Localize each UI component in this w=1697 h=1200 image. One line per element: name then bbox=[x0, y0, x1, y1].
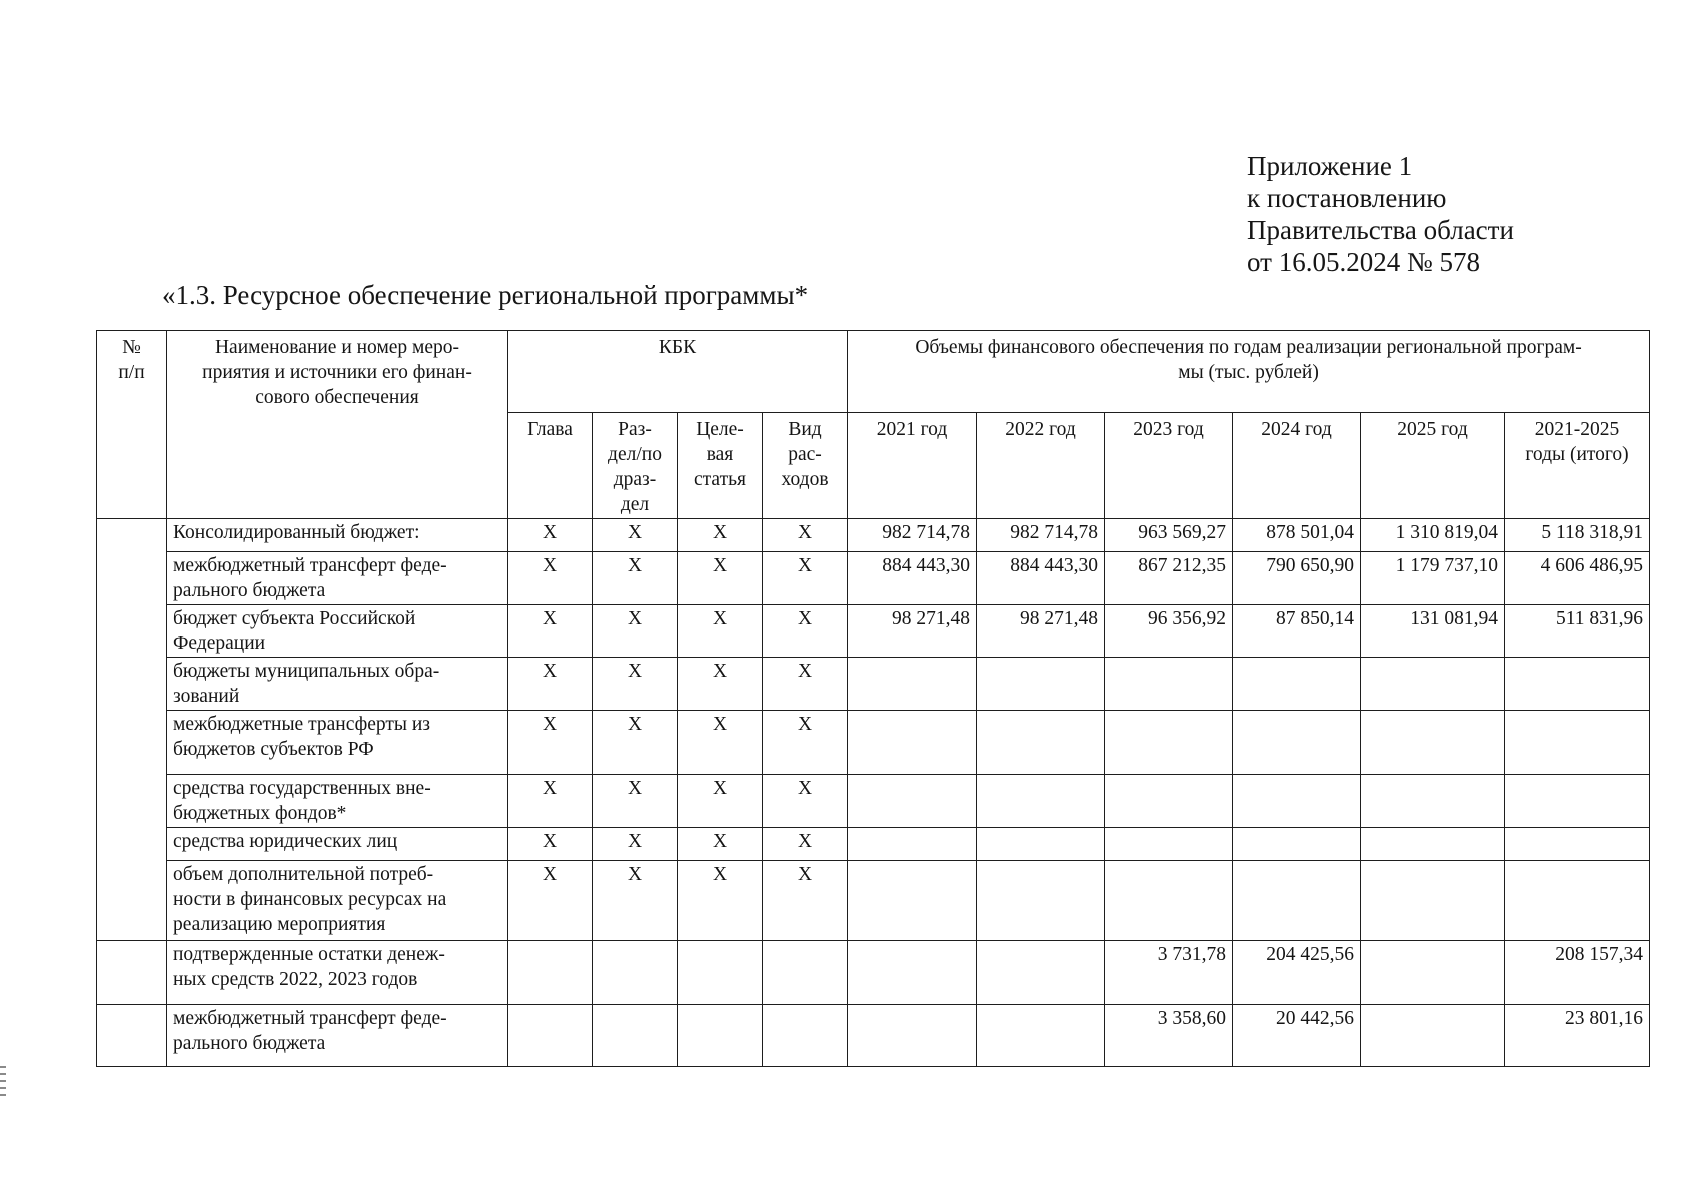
header-2021: 2021 год bbox=[848, 413, 977, 519]
row-name-cell: средства юридических лиц bbox=[167, 828, 508, 861]
value-2021-cell: 982 714,78 bbox=[848, 519, 977, 552]
header-kbk: КБК bbox=[508, 331, 848, 413]
value-2023-cell bbox=[1105, 861, 1233, 941]
header-glava: Глава bbox=[508, 413, 593, 519]
table-row bbox=[97, 605, 1650, 658]
kbk-razdel-cell: X bbox=[593, 861, 678, 941]
kbk-razdel-cell: X bbox=[593, 519, 678, 552]
table-row bbox=[97, 711, 1650, 775]
value-2022-cell: 884 443,30 bbox=[977, 552, 1105, 605]
header-celevaya: Целе- вая статья bbox=[678, 413, 763, 519]
kbk-vid-cell: X bbox=[763, 828, 848, 861]
kbk-vid-cell: X bbox=[763, 605, 848, 658]
appendix-line-1: Приложение 1 bbox=[1247, 151, 1413, 181]
value-2025-cell bbox=[1361, 775, 1505, 828]
kbk-razdel-cell: X bbox=[593, 775, 678, 828]
header-total: 2021-2025 годы (итого) bbox=[1505, 413, 1650, 519]
row-name-cell: Консолидированный бюджет: bbox=[167, 519, 508, 552]
value-2023-cell: 963 569,27 bbox=[1105, 519, 1233, 552]
table-row bbox=[97, 519, 1650, 552]
kbk-vid-cell: X bbox=[763, 711, 848, 775]
kbk-celevaya-cell bbox=[678, 1005, 763, 1067]
kbk-razdel-cell: X bbox=[593, 711, 678, 775]
header-2024: 2024 год bbox=[1233, 413, 1361, 519]
value-2022-cell bbox=[977, 658, 1105, 711]
value-2025-cell bbox=[1361, 1005, 1505, 1067]
resource-table bbox=[96, 330, 1650, 1067]
value-2021-cell bbox=[848, 941, 977, 1005]
value-total-cell: 208 157,34 bbox=[1505, 941, 1650, 1005]
table-row bbox=[97, 775, 1650, 828]
scan-edge-marks bbox=[0, 1066, 6, 1101]
value-2021-cell: 98 271,48 bbox=[848, 605, 977, 658]
kbk-vid-cell: X bbox=[763, 861, 848, 941]
kbk-celevaya-cell: X bbox=[678, 658, 763, 711]
appendix-line-3: Правительства области bbox=[1247, 215, 1514, 245]
appendix-line-4: от 16.05.2024 № 578 bbox=[1247, 247, 1480, 277]
kbk-celevaya-cell bbox=[678, 941, 763, 1005]
value-2021-cell bbox=[848, 711, 977, 775]
kbk-glava-cell: X bbox=[508, 605, 593, 658]
appendix-block bbox=[1247, 150, 1514, 278]
value-2024-cell: 20 442,56 bbox=[1233, 1005, 1361, 1067]
value-total-cell bbox=[1505, 658, 1650, 711]
header-name: Наименование и номер меро- приятия и источники его финан- сового обеспечения bbox=[167, 331, 508, 519]
value-total-cell bbox=[1505, 711, 1650, 775]
row-name-cell: подтвержденные остатки денеж- ных средств 2022, 2023 годов bbox=[167, 941, 508, 1005]
row-name-cell: бюджеты муниципальных обра- зований bbox=[167, 658, 508, 711]
value-2024-cell bbox=[1233, 828, 1361, 861]
header-vid: Вид рас- ходов bbox=[763, 413, 848, 519]
kbk-celevaya-cell: X bbox=[678, 552, 763, 605]
value-2022-cell bbox=[977, 711, 1105, 775]
value-2021-cell bbox=[848, 861, 977, 941]
kbk-vid-cell: X bbox=[763, 775, 848, 828]
row-num-cell bbox=[97, 941, 167, 1005]
kbk-razdel-cell bbox=[593, 941, 678, 1005]
header-2023: 2023 год bbox=[1105, 413, 1233, 519]
row-num-cell bbox=[97, 1005, 167, 1067]
table-row bbox=[97, 828, 1650, 861]
kbk-glava-cell: X bbox=[508, 519, 593, 552]
appendix-line-2: к постановлению bbox=[1247, 183, 1447, 213]
value-2022-cell bbox=[977, 775, 1105, 828]
header-razdel: Раз- дел/по драз- дел bbox=[593, 413, 678, 519]
value-2025-cell: 131 081,94 bbox=[1361, 605, 1505, 658]
value-2024-cell bbox=[1233, 775, 1361, 828]
value-2023-cell bbox=[1105, 828, 1233, 861]
kbk-celevaya-cell: X bbox=[678, 861, 763, 941]
kbk-glava-cell bbox=[508, 941, 593, 1005]
kbk-celevaya-cell: X bbox=[678, 775, 763, 828]
kbk-glava-cell bbox=[508, 1005, 593, 1067]
value-2024-cell bbox=[1233, 658, 1361, 711]
value-2023-cell bbox=[1105, 658, 1233, 711]
kbk-glava-cell: X bbox=[508, 711, 593, 775]
value-2024-cell bbox=[1233, 711, 1361, 775]
row-name-cell: объем дополнительной потреб- ности в финансовых ресурсах на реализацию мероприятия bbox=[167, 861, 508, 941]
kbk-glava-cell: X bbox=[508, 658, 593, 711]
kbk-vid-cell bbox=[763, 1005, 848, 1067]
row-name-cell: средства государственных вне- бюджетных фондов* bbox=[167, 775, 508, 828]
kbk-glava-cell: X bbox=[508, 552, 593, 605]
value-2021-cell: 884 443,30 bbox=[848, 552, 977, 605]
value-2024-cell: 87 850,14 bbox=[1233, 605, 1361, 658]
value-total-cell bbox=[1505, 775, 1650, 828]
value-2022-cell: 982 714,78 bbox=[977, 519, 1105, 552]
kbk-glava-cell: X bbox=[508, 775, 593, 828]
kbk-razdel-cell: X bbox=[593, 828, 678, 861]
row-num-cell bbox=[97, 519, 167, 941]
table-row bbox=[97, 941, 1650, 1005]
value-2021-cell bbox=[848, 828, 977, 861]
header-2025: 2025 год bbox=[1361, 413, 1505, 519]
value-2024-cell: 790 650,90 bbox=[1233, 552, 1361, 605]
table-row bbox=[97, 658, 1650, 711]
value-2022-cell: 98 271,48 bbox=[977, 605, 1105, 658]
value-2023-cell: 3 358,60 bbox=[1105, 1005, 1233, 1067]
value-2023-cell bbox=[1105, 711, 1233, 775]
value-2021-cell bbox=[848, 658, 977, 711]
value-2021-cell bbox=[848, 775, 977, 828]
header-2022: 2022 год bbox=[977, 413, 1105, 519]
value-2025-cell bbox=[1361, 941, 1505, 1005]
value-2023-cell: 867 212,35 bbox=[1105, 552, 1233, 605]
section-heading: «1.3. Ресурсное обеспечение региональной программы* bbox=[162, 280, 809, 310]
value-total-cell bbox=[1505, 828, 1650, 861]
value-2022-cell bbox=[977, 941, 1105, 1005]
value-2025-cell bbox=[1361, 861, 1505, 941]
value-total-cell: 23 801,16 bbox=[1505, 1005, 1650, 1067]
kbk-celevaya-cell: X bbox=[678, 711, 763, 775]
value-2022-cell bbox=[977, 828, 1105, 861]
kbk-vid-cell: X bbox=[763, 552, 848, 605]
value-2023-cell: 96 356,92 bbox=[1105, 605, 1233, 658]
value-2023-cell: 3 731,78 bbox=[1105, 941, 1233, 1005]
value-2024-cell: 204 425,56 bbox=[1233, 941, 1361, 1005]
value-total-cell: 511 831,96 bbox=[1505, 605, 1650, 658]
kbk-glava-cell: X bbox=[508, 861, 593, 941]
value-2024-cell bbox=[1233, 861, 1361, 941]
value-total-cell bbox=[1505, 861, 1650, 941]
kbk-vid-cell: X bbox=[763, 658, 848, 711]
kbk-razdel-cell: X bbox=[593, 605, 678, 658]
header-num: № п/п bbox=[97, 331, 167, 519]
kbk-razdel-cell bbox=[593, 1005, 678, 1067]
table-row bbox=[97, 861, 1650, 941]
table-row bbox=[97, 1005, 1650, 1067]
row-name-cell: межбюджетный трансферт феде- рального бюджета bbox=[167, 1005, 508, 1067]
row-name-cell: межбюджетные трансферты из бюджетов субъектов РФ bbox=[167, 711, 508, 775]
kbk-vid-cell: X bbox=[763, 519, 848, 552]
kbk-razdel-cell: X bbox=[593, 658, 678, 711]
value-total-cell: 4 606 486,95 bbox=[1505, 552, 1650, 605]
row-name-cell: бюджет субъекта Российской Федерации bbox=[167, 605, 508, 658]
value-2025-cell bbox=[1361, 711, 1505, 775]
value-2023-cell bbox=[1105, 775, 1233, 828]
value-total-cell: 5 118 318,91 bbox=[1505, 519, 1650, 552]
table-row bbox=[97, 552, 1650, 605]
kbk-celevaya-cell: X bbox=[678, 519, 763, 552]
header-volumes: Объемы финансового обеспечения по годам реализации региональной програм- мы (тыс. рублей) bbox=[848, 331, 1650, 413]
table-body bbox=[97, 519, 1650, 1067]
value-2025-cell bbox=[1361, 828, 1505, 861]
value-2025-cell: 1 310 819,04 bbox=[1361, 519, 1505, 552]
value-2024-cell: 878 501,04 bbox=[1233, 519, 1361, 552]
kbk-celevaya-cell: X bbox=[678, 828, 763, 861]
value-2022-cell bbox=[977, 861, 1105, 941]
value-2021-cell bbox=[848, 1005, 977, 1067]
value-2022-cell bbox=[977, 1005, 1105, 1067]
kbk-celevaya-cell: X bbox=[678, 605, 763, 658]
row-name-cell: межбюджетный трансферт феде- рального бюджета bbox=[167, 552, 508, 605]
kbk-glava-cell: X bbox=[508, 828, 593, 861]
value-2025-cell bbox=[1361, 658, 1505, 711]
kbk-vid-cell bbox=[763, 941, 848, 1005]
value-2025-cell: 1 179 737,10 bbox=[1361, 552, 1505, 605]
kbk-razdel-cell: X bbox=[593, 552, 678, 605]
